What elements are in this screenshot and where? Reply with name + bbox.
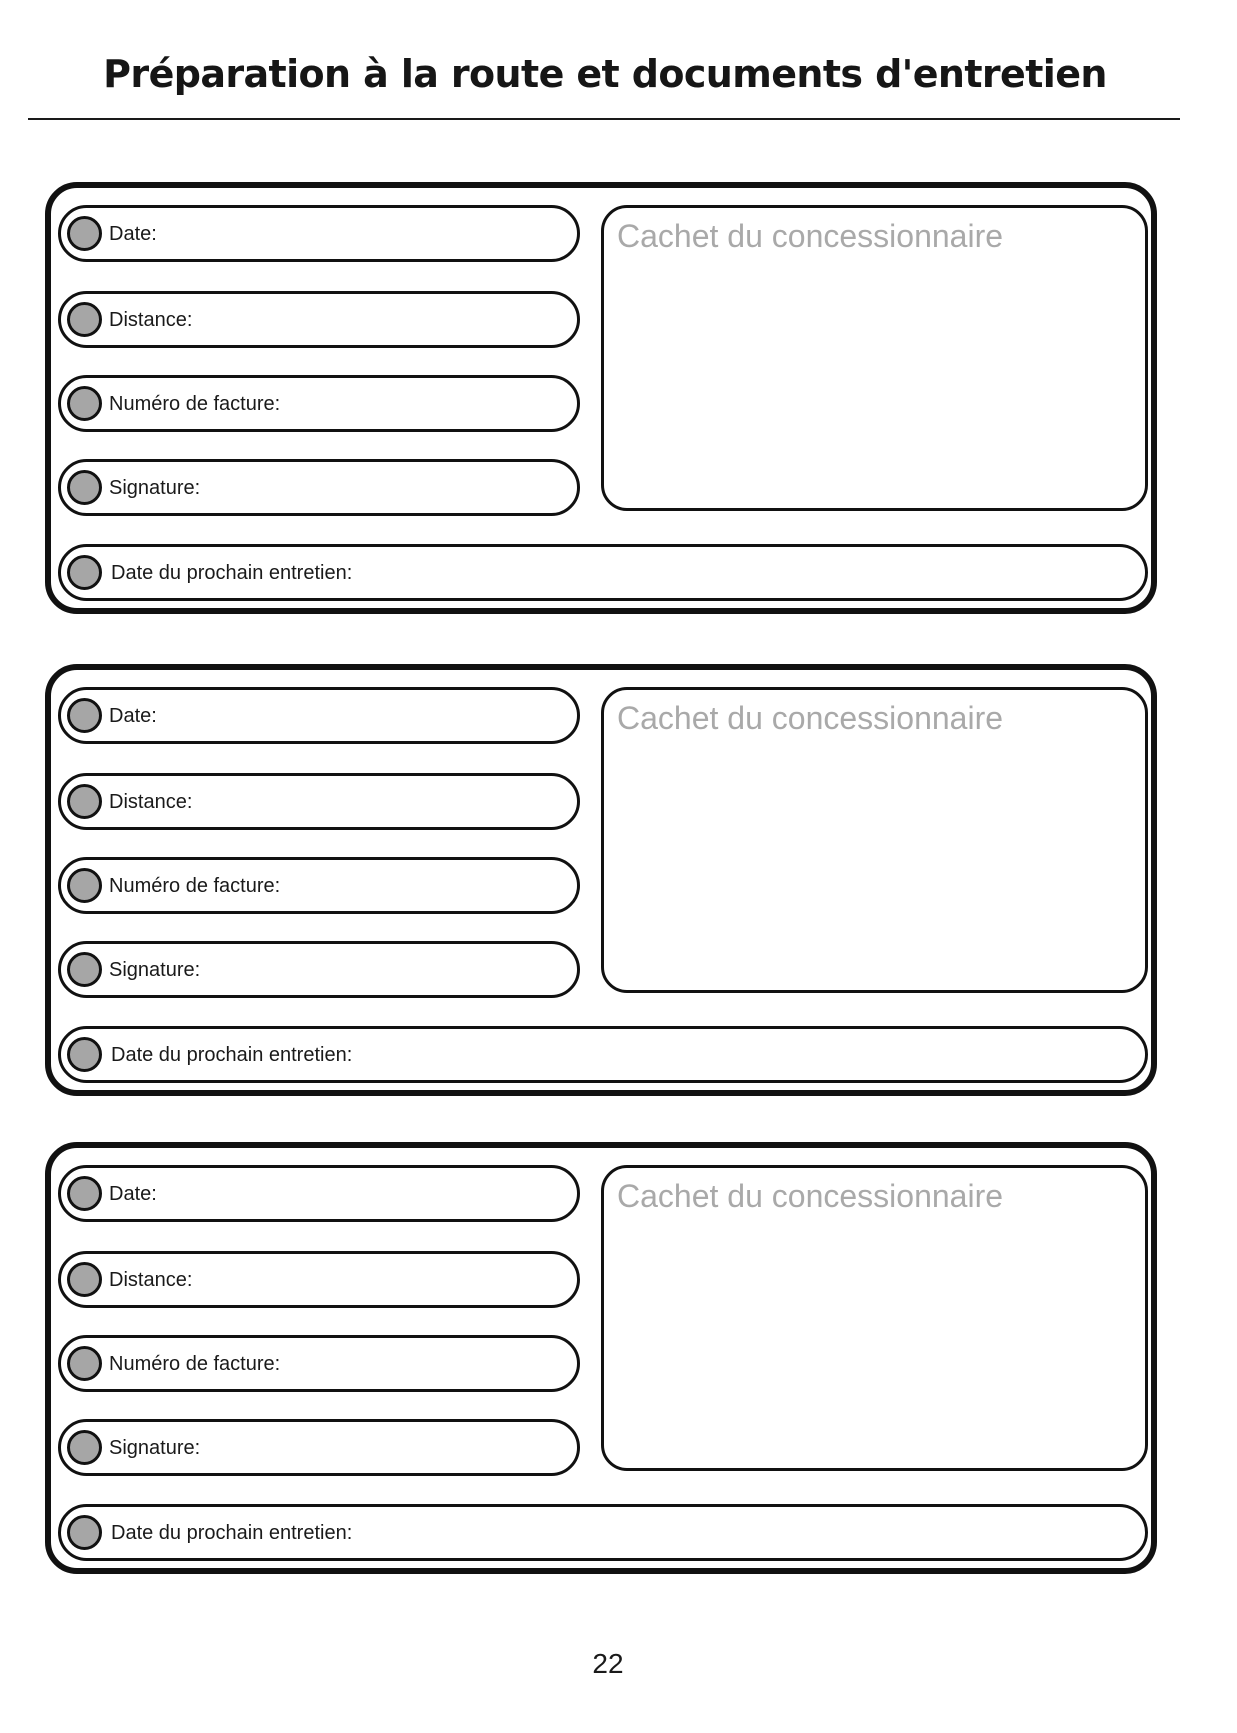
next-service-date-label: Date du prochain entretien: [111,562,353,584]
title-divider [28,118,1180,120]
dealer-stamp-label: Cachet du concessionnaire [617,218,1004,254]
invoice-number-field[interactable] [58,857,580,914]
service-record-card [45,182,1157,614]
circle-icon [67,698,102,733]
signature-field[interactable] [58,941,580,998]
dealer-stamp-box[interactable] [601,1165,1148,1471]
service-record-card [45,1142,1157,1574]
circle-icon [67,555,102,590]
signature-field[interactable] [58,1419,580,1476]
invoice-number-label: Numéro de facture: [109,1353,281,1375]
date-label: Date: [109,223,157,245]
invoice-number-label: Numéro de facture: [109,393,281,415]
circle-icon [67,302,102,337]
circle-icon [67,868,102,903]
signature-label: Signature: [109,1437,201,1459]
circle-icon [67,1430,102,1465]
dealer-stamp-box[interactable] [601,687,1148,993]
distance-field[interactable] [58,1251,580,1308]
date-label: Date: [109,705,157,727]
circle-icon [67,1037,102,1072]
invoice-number-label: Numéro de facture: [109,875,281,897]
invoice-number-field[interactable] [58,375,580,432]
service-record-card [45,664,1157,1096]
date-field[interactable] [58,1165,580,1222]
circle-icon [67,386,102,421]
distance-label: Distance: [109,791,193,813]
signature-field[interactable] [58,459,580,516]
circle-icon [67,470,102,505]
date-field[interactable] [58,687,580,744]
page-title: Préparation à la route et documents d'entretien [103,52,1107,96]
next-service-date-label: Date du prochain entretien: [111,1522,353,1544]
circle-icon [67,216,102,251]
circle-icon [67,1515,102,1550]
page-number: 22 [592,1648,624,1679]
circle-icon [67,1346,102,1381]
dealer-stamp-box[interactable] [601,205,1148,511]
circle-icon [67,784,102,819]
distance-field[interactable] [58,291,580,348]
signature-label: Signature: [109,959,201,981]
signature-label: Signature: [109,477,201,499]
date-label: Date: [109,1183,157,1205]
circle-icon [67,952,102,987]
dealer-stamp-label: Cachet du concessionnaire [617,700,1004,736]
circle-icon [67,1262,102,1297]
next-service-date-field[interactable] [58,1504,1148,1561]
distance-label: Distance: [109,309,193,331]
distance-field[interactable] [58,773,580,830]
dealer-stamp-label: Cachet du concessionnaire [617,1178,1004,1214]
invoice-number-field[interactable] [58,1335,580,1392]
distance-label: Distance: [109,1269,193,1291]
date-field[interactable] [58,205,580,262]
next-service-date-field[interactable] [58,1026,1148,1083]
next-service-date-field[interactable] [58,544,1148,601]
next-service-date-label: Date du prochain entretien: [111,1044,353,1066]
circle-icon [67,1176,102,1211]
